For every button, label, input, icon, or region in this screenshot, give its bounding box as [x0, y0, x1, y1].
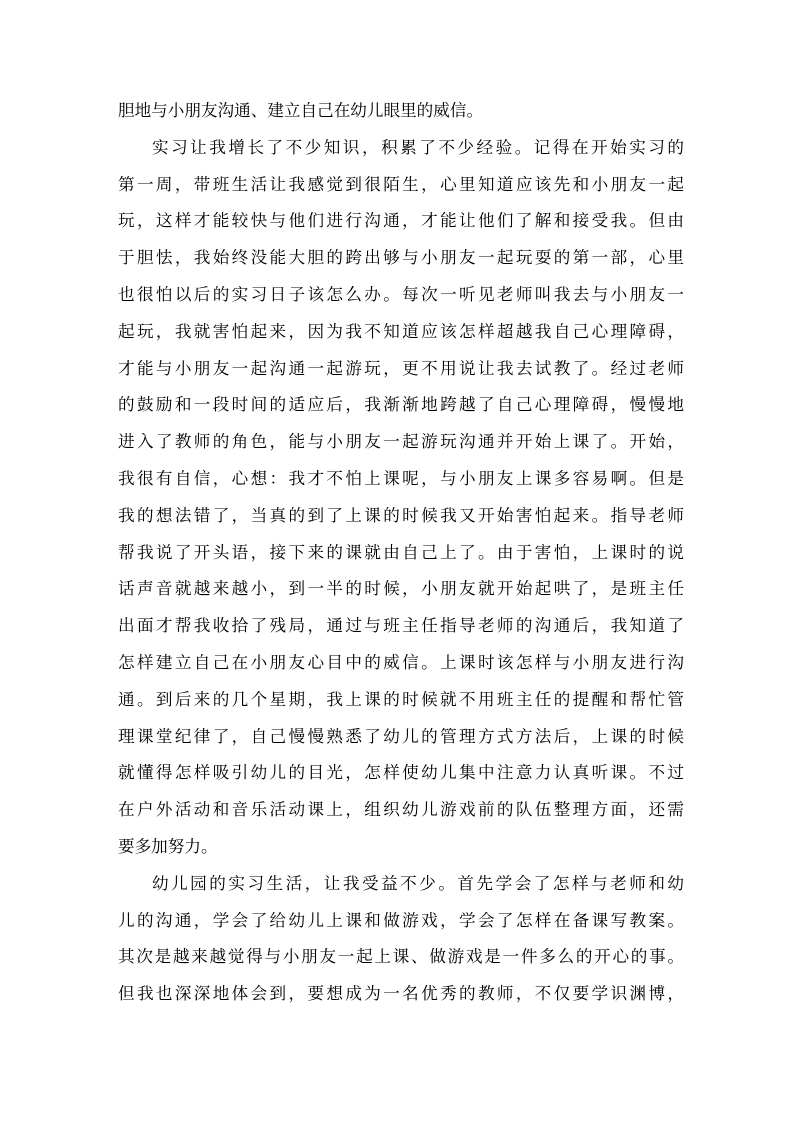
text-line: 也很怕以后的实习日子该怎么办。每次一听见老师叫我去与小朋友一 — [118, 284, 684, 304]
paragraph-2 — [118, 130, 684, 866]
text-line: 帮我说了开头语，接下来的课就由自己上了。由于害怕，上课时的说 — [118, 542, 684, 562]
text-line: 幼儿园的实习生活，让我受益不少。首先学会了怎样与老师和幼 — [152, 873, 684, 893]
text-line: 在户外活动和音乐活动课上，组织幼儿游戏前的队伍整理方面，还需 — [118, 800, 684, 820]
text-line: 通。到后来的几个星期，我上课的时候就不用班主任的提醒和帮忙管 — [118, 689, 684, 709]
text-line: 的鼓励和一段时间的适应后，我渐渐地跨越了自己心理障碍，慢慢地 — [118, 395, 684, 415]
text-line: 进入了教师的角色，能与小朋友一起游玩沟通并开始上课了。开始， — [118, 432, 684, 452]
text-line: 但我也深深地体会到，要想成为一名优秀的教师，不仅要学识渊博， — [118, 984, 684, 1004]
text-line: 于胆怯，我始终没能大胆的跨出够与小朋友一起玩耍的第一部，心里 — [118, 248, 684, 268]
text-line: 怎样建立自己在小朋友心目中的威信。上课时该怎样与小朋友进行沟 — [118, 652, 684, 672]
text-line: 第一周，带班生活让我感觉到很陌生，心里知道应该先和小朋友一起 — [118, 174, 684, 194]
text-line: 实习让我增长了不少知识，积累了不少经验。记得在开始实习的 — [152, 137, 684, 157]
text-line: 其次是越来越觉得与小朋友一起上课、做游戏是一件多么的开心的事。 — [118, 947, 684, 967]
text-line: 胆地与小朋友沟通、建立自己在幼儿眼里的威信。 — [118, 101, 484, 120]
text-line: 我的想法错了，当真的到了上课的时候我又开始害怕起来。指导老师 — [118, 505, 684, 525]
document-page — [118, 93, 684, 1013]
text-line: 儿的沟通，学会了给幼儿上课和做游戏，学会了怎样在备课写教案。 — [118, 910, 684, 930]
paragraph-1 — [118, 93, 684, 130]
text-line: 要多加努力。 — [118, 836, 218, 856]
paragraph-3 — [118, 866, 684, 1013]
text-line: 出面才帮我收拾了残局，通过与班主任指导老师的沟通后，我知道了 — [118, 616, 684, 636]
text-line: 玩，这样才能较快与他们进行沟通，才能让他们了解和接受我。但由 — [118, 211, 684, 231]
text-line: 话声音就越来越小，到一半的时候，小朋友就开始起哄了，是班主任 — [118, 579, 684, 599]
text-line: 才能与小朋友一起沟通一起游玩，更不用说让我去试教了。经过老师 — [118, 358, 684, 378]
text-line: 起玩，我就害怕起来，因为我不知道应该怎样超越我自己心理障碍， — [118, 321, 684, 341]
text-line: 我很有自信，心想：我才不怕上课呢，与小朋友上课多容易啊。但是 — [118, 468, 684, 488]
text-line: 理课堂纪律了，自己慢慢熟悉了幼儿的管理方式方法后，上课的时候 — [118, 726, 684, 746]
text-line: 就懂得怎样吸引幼儿的目光，怎样使幼儿集中注意力认真听课。不过 — [118, 763, 684, 783]
